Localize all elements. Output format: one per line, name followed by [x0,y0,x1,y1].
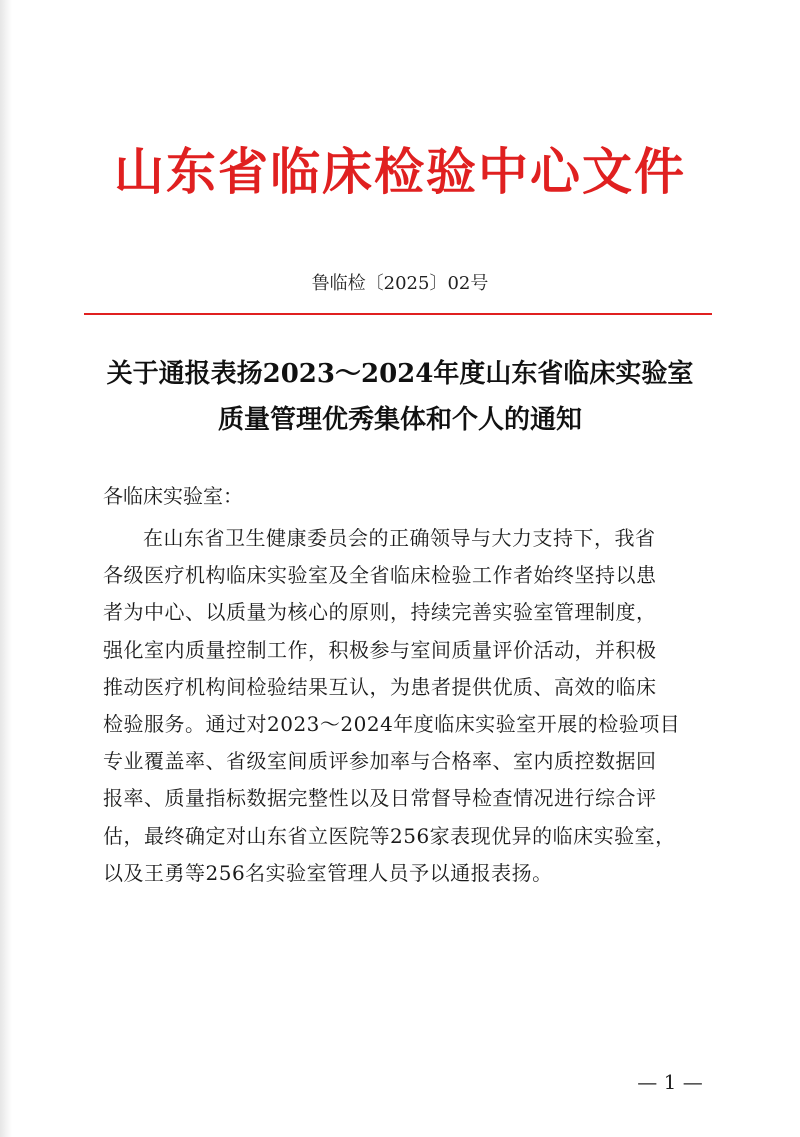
notice-body [103,520,709,892]
red-separator-line [84,313,712,315]
body-line: 推动医疗机构间检验结果互认，为患者提供优质、高效的临床 [103,674,657,699]
body-line: 各级医疗机构临床实验室及全省临床检验工作者始终坚持以患 [103,563,657,588]
notice-title-line-1: 关于通报表扬2023～2024年度山东省临床实验室 [106,359,694,389]
salutation: 各临床实验室： [103,484,243,508]
body-line: 强化室内质量控制工作，积极参与室间质量评价活动，并积极 [103,637,657,662]
document-number: 鲁临检〔2025〕02号 [311,273,489,294]
body-line: 专业覆盖率、省级室间质评参加率与合格率、室内质控数据回 [103,749,657,774]
agency-header-title: 山东省临床检验中心文件 [114,143,686,201]
body-line: 估，最终确定对山东省立医院等256家表现优异的临床实验室， [103,823,676,848]
body-line: 者为中心、以质量为核心的原则，持续完善实验室管理制度， [103,600,657,625]
page-number: — 1 — [637,1070,703,1094]
body-line: 以及王勇等256名实验室管理人员予以通报表扬。 [103,860,553,885]
notice-title-line-2: 质量管理优秀集体和个人的通知 [217,405,582,435]
body-line: 检验服务。通过对2023～2024年度临床实验室开展的检验项目 [103,712,681,737]
body-line: 报率、质量指标数据完整性以及日常督导检查情况进行综合评 [103,786,657,811]
notice-title [60,351,740,443]
body-line: 在山东省卫生健康委员会的正确领导与大力支持下，我省 [143,526,656,550]
